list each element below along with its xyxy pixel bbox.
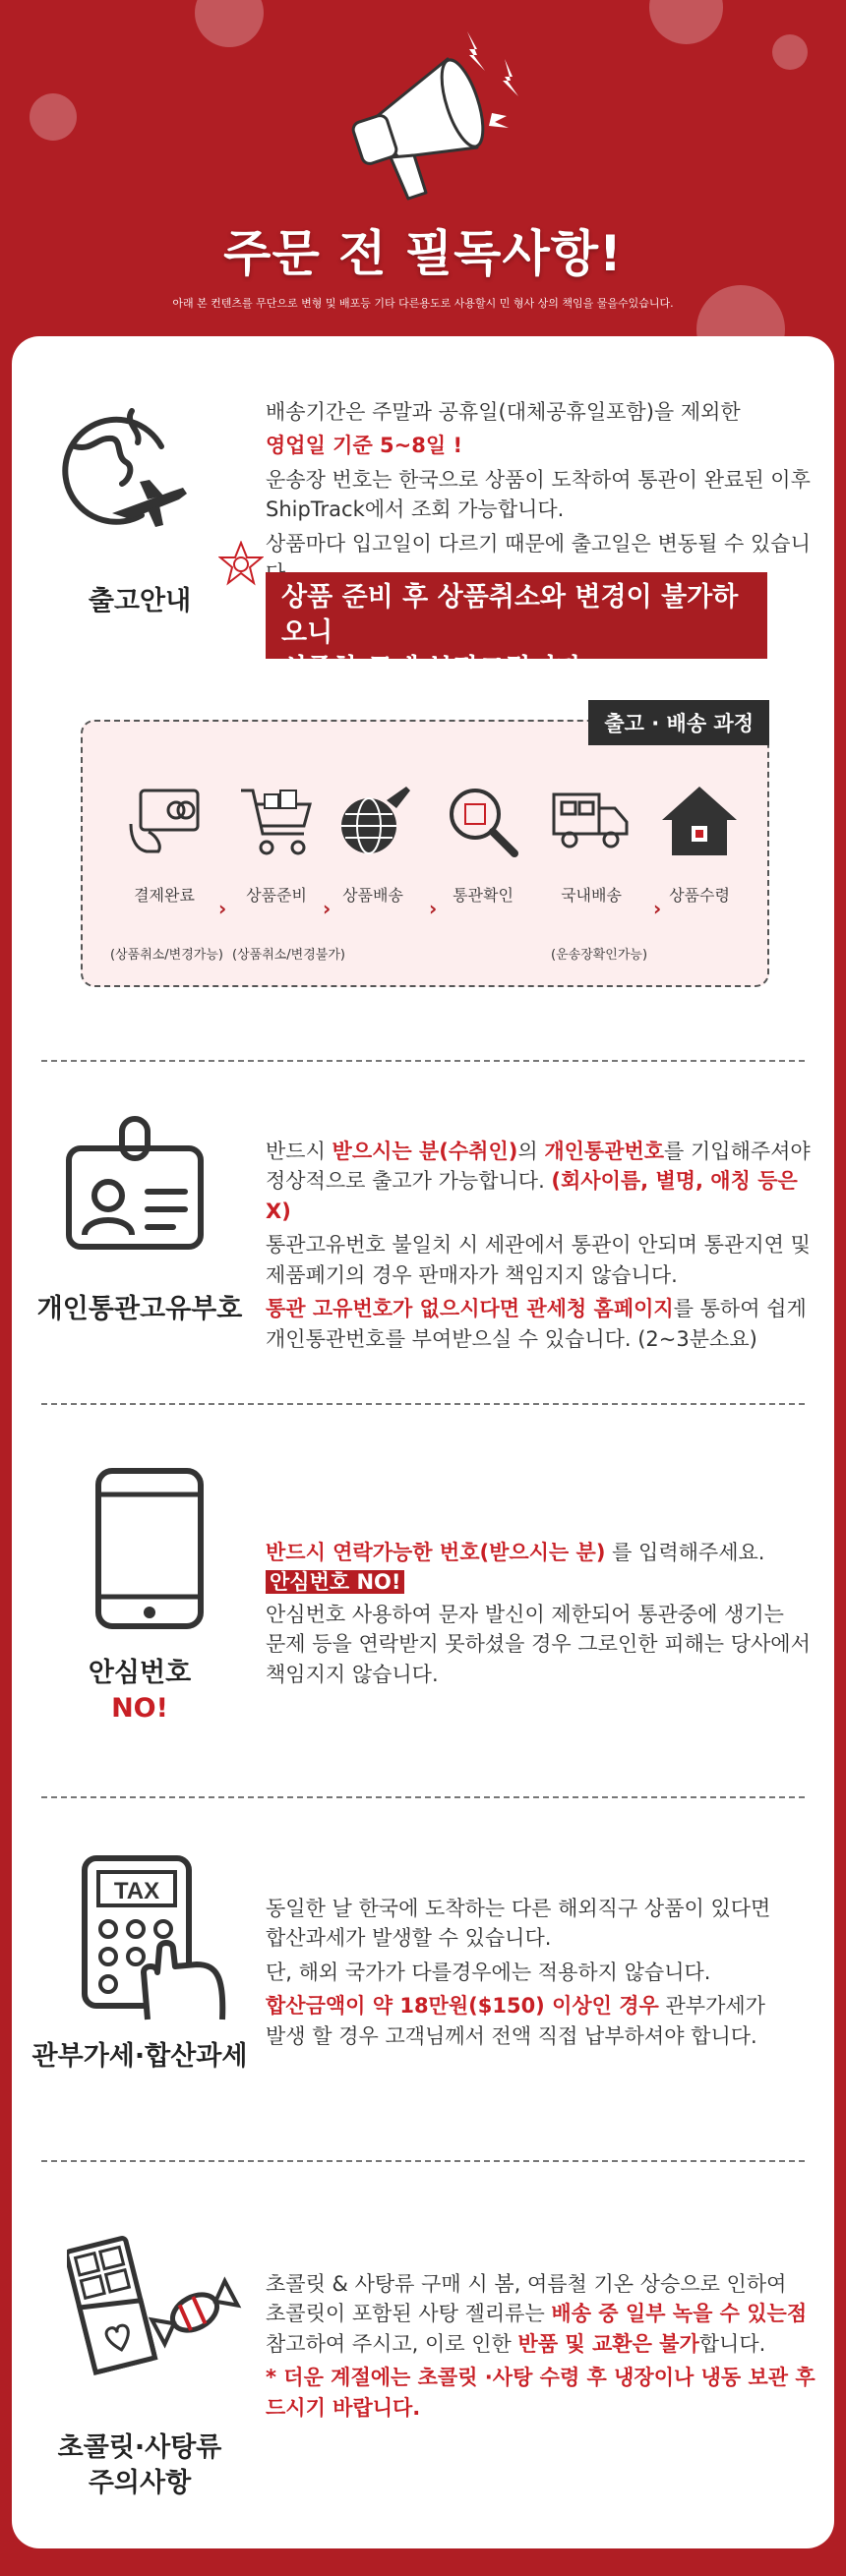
step-receive [645, 781, 754, 906]
step-label: 상품준비 [246, 886, 307, 905]
text-line: 초콜릿 & 사탕류 구매 시 봄, 여름철 기온 상승으로 인하여 [266, 2272, 787, 2296]
text-line: 문제 등을 연락받지 못하셨을 경우 그로인한 피해는 당사에서 [266, 1632, 811, 1657]
step-label: 상품수령 [669, 886, 730, 905]
smartphone-icon [91, 1465, 209, 1632]
warning-box [266, 572, 767, 684]
hero-banner [0, 0, 846, 334]
text-line: 통관고유번호 불일치 시 세관에서 통관이 안되며 통관지연 및 [266, 1233, 811, 1258]
shipping-label: 출고안내 [88, 586, 192, 616]
globe-plane-icon [332, 781, 414, 863]
safe-number-label [41, 1656, 238, 1727]
text-line: 책임지지 않습니다. [266, 1662, 439, 1686]
customs-id-text [266, 1137, 816, 1358]
text-run-highlight: 반품 및 교환은 불가 [517, 2331, 699, 2356]
text-run: 합니다. [698, 2331, 766, 2356]
payment-card-icon [123, 781, 206, 863]
section-divider [41, 2160, 805, 2162]
step-customs [429, 781, 537, 906]
tax-text [266, 1894, 816, 2055]
step-ship [319, 781, 427, 906]
process-box [81, 712, 769, 987]
text-line: 동일한 날 한국에 도착하는 다른 해외직구 상품이 있다면 [266, 1897, 771, 1920]
step-prepare [222, 781, 331, 906]
text-line: 단, 해외 국가가 다를경우에는 적용하지 않습니다. [266, 1960, 711, 1984]
house-icon [658, 781, 741, 863]
copyright-notice: 아래 본 컨텐츠를 무단으로 변형 및 배포등 기타 다른용도로 사용할시 민 형사 상의 책임을 물을수있습니다. [172, 297, 674, 310]
text-run: 참고하여 주시고, 이로 인한 [266, 2331, 518, 2356]
warning-line: 상품 준비 후 상품취소와 변경이 불가하오니 [281, 582, 739, 649]
text-line: 제품폐기의 경우 판매자가 책임지지 않습니다. [266, 1262, 678, 1287]
chocolate-text [266, 2269, 816, 2427]
tax-calculator-icon [79, 1854, 236, 2021]
text-line: ShipTrack에서 조회 가능합니다. [266, 498, 565, 522]
text-run: 를 통하여 쉽게 [673, 1297, 807, 1321]
text-run: 의 [517, 1140, 545, 1163]
magnifier-box-icon [442, 781, 524, 863]
label-line: 초콜릿·사탕류 [57, 2432, 222, 2463]
safe-number-text [266, 1538, 816, 1693]
step-label: 국내배송 [561, 886, 622, 905]
decor-bubble [772, 34, 808, 70]
decor-bubble [30, 93, 77, 141]
safe-number-badge: 안심번호 NO! [266, 1570, 404, 1594]
step-label: 상품배송 [342, 886, 403, 905]
text-run: 반드시 [266, 1140, 332, 1163]
text-line: 합산과세가 발생할 수 있습니다. [266, 1926, 552, 1951]
warning-line: 신중한 구매 부탁드립니다. [281, 653, 592, 684]
megaphone-icon [330, 20, 526, 216]
text-run: 를 입력해주세요. [605, 1541, 765, 1564]
step-label: 통관확인 [453, 886, 514, 905]
chocolate-candy-icon [67, 2234, 244, 2381]
text-run: 를 기입해주셔야 [664, 1140, 811, 1163]
text-line: 운송장 번호는 한국으로 상품이 도착하여 통관이 완료된 이후 [266, 467, 811, 492]
customs-id-section [12, 1074, 834, 1398]
step-note: (상품취소/변경불가) [232, 948, 345, 963]
chevron-right-icon: › [429, 897, 438, 920]
section-divider [41, 1060, 805, 1062]
text-line: 배송기간은 주말과 공휴일(대체공휴일포함)을 제외한 [266, 400, 741, 424]
text-line: 개인통관번호를 부여받으실 수 있습니다. (2~3분소요) [266, 1326, 757, 1351]
decor-bubble [195, 0, 264, 47]
chevron-right-icon: › [653, 897, 662, 920]
step-payment [110, 781, 218, 906]
text-line: 상품마다 입고일이 다르기 때문에 출고일은 변동될 수 있습니 [266, 531, 811, 556]
shopping-cart-icon [235, 781, 318, 863]
process-title: 출고 · 배송 과정 [588, 700, 769, 745]
text-run: 관부가세가 [658, 1994, 765, 2019]
text-run-highlight: 반드시 연락가능한 번호(받으시는 분) [266, 1541, 606, 1564]
section-divider [41, 1796, 805, 1798]
step-label: 결제완료 [134, 886, 195, 905]
chocolate-label [31, 2430, 248, 2502]
text-run-highlight: 합산금액이 약 18만원($150) 이상인 경우 [266, 1994, 659, 2019]
text-line-highlight: * 더운 계절에는 초콜릿 ·사탕 수령 후 냉장이나 냉동 보관 후 [266, 2366, 816, 2390]
star-doodle-icon [218, 541, 264, 586]
shipping-section [12, 336, 834, 1044]
id-card-icon [61, 1113, 209, 1260]
text-line-highlight: 드시기 바랍니다. [266, 2395, 421, 2420]
text-line: 발생 할 경우 고객님께서 전액 직접 납부하셔야 합니다. [266, 2023, 757, 2048]
chocolate-section [12, 2175, 834, 2548]
text-run-highlight: 개인통관번호 [544, 1140, 665, 1163]
shipping-text [266, 397, 816, 593]
text-run-highlight: 통관 고유번호가 없으시다면 관세청 홈페이지 [266, 1297, 674, 1321]
chevron-right-icon: › [218, 897, 227, 920]
truck-icon [550, 781, 633, 863]
step-domestic [537, 781, 645, 906]
label-line: 안심번호 [88, 1658, 192, 1688]
tax-section [12, 1811, 834, 2165]
text-run-highlight: 배송 중 일부 녹을 수 있는점 [551, 2302, 808, 2326]
text-line: 안심번호 사용하여 문자 발신이 제한되어 통관중에 생기는 [266, 1602, 784, 1626]
text-run: 초콜릿이 포함된 사탕 젤리류는 [266, 2302, 552, 2326]
text-run-highlight: 받으시는 분(수취인) [332, 1140, 518, 1163]
decor-bubble [649, 0, 723, 44]
safe-number-section [12, 1418, 834, 1801]
label-line-highlight: NO! [111, 1693, 168, 1725]
tax-label: 관부가세·합산과세 [31, 2041, 248, 2072]
text-line-highlight: 영업일 기준 5~8일 ! [266, 434, 463, 458]
step-note: (운송장확인가능) [551, 948, 648, 963]
globe-plane-icon [53, 397, 191, 545]
page-title: 주문 전 필독사항! [223, 225, 623, 282]
text-run-highlight: (회사이름, 별명, 애칭 등은 X) [266, 1169, 798, 1223]
label-line: 주의사항 [88, 2468, 192, 2499]
section-divider [41, 1403, 805, 1405]
tax-icon-text: TAX [113, 1878, 160, 1904]
step-note: (상품취소/변경가능) [110, 948, 223, 963]
customs-id-label: 개인통관고유부호 [36, 1294, 243, 1324]
chevron-right-icon: › [323, 897, 332, 920]
text-run: 정상적으로 출고가 가능합니다. [266, 1169, 552, 1194]
content-card [12, 336, 834, 2548]
